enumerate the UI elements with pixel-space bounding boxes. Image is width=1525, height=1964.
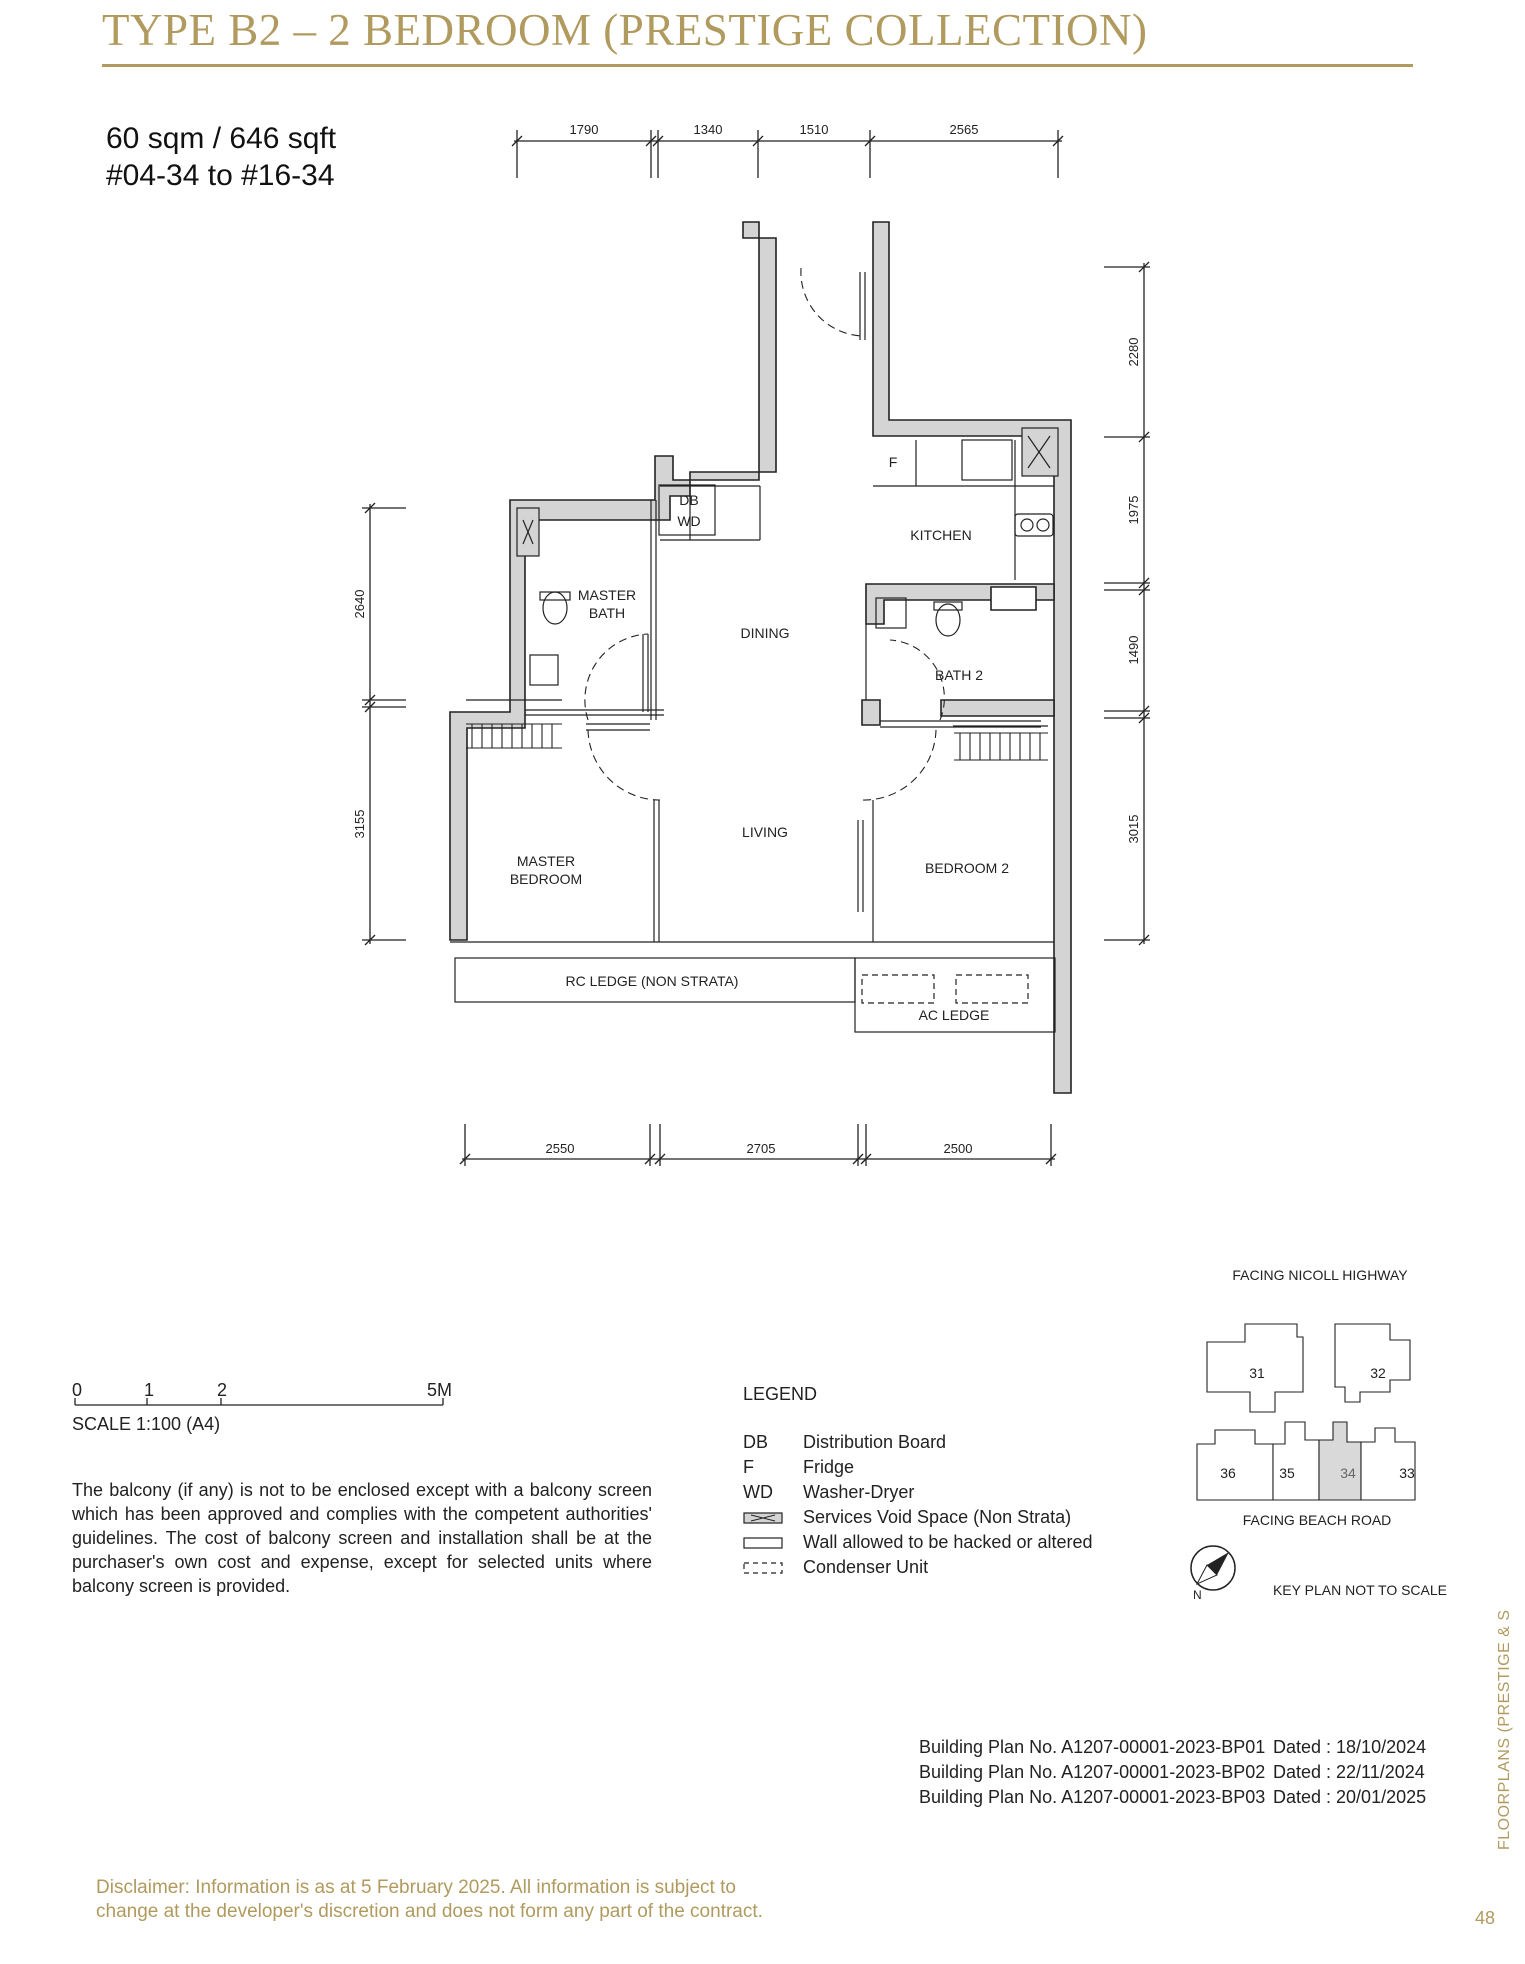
scale-label: SCALE 1:100 (A4) (72, 1414, 221, 1434)
disclaimer (96, 1876, 876, 1924)
legend-item (743, 1555, 1093, 1580)
keyplan-unit-36: 36 (1220, 1465, 1236, 1481)
scale-tick-0: 0 (72, 1380, 83, 1400)
legend-key: WD (743, 1482, 773, 1502)
legend-desc: Washer-Dryer (803, 1482, 915, 1502)
room-master-bedroom-line2: BEDROOM (509, 871, 583, 887)
legend-item (743, 1480, 1093, 1505)
disclaimer-line-1: Disclaimer: Information is as at 5 February 2025. All information is subject to (96, 1877, 736, 1898)
legend-key: F (743, 1457, 754, 1477)
keyplan-unit-33: 33 (1399, 1465, 1415, 1481)
legend-desc: Wall allowed to be hacked or altered (803, 1532, 1093, 1552)
keyplan-top-label: FACING NICOLL HIGHWAY (1232, 1267, 1408, 1283)
room-master-bedroom-line1: MASTER (516, 853, 576, 869)
dim-top-3: 1510 (799, 122, 829, 137)
building-plan-row (919, 1785, 1426, 1810)
room-living: LIVING (742, 824, 788, 840)
building-plan-date: Dated : 20/01/2025 (1273, 1787, 1427, 1807)
wd-label: WD (677, 513, 701, 529)
keyplan-bottom-label: FACING BEACH ROAD (1242, 1512, 1392, 1528)
building-plan-list (919, 1735, 1426, 1810)
svg-text:N: N (1193, 1588, 1202, 1602)
balcony-note: The balcony (if any) is not to be enclosed except with a balcony screen which has been approved and complies with the competent authorities' guidelines. The cost of balcony screen and installation shall be at the purchaser's own cost and expense, except for selected units where balcony screen is provided. (72, 1480, 652, 1596)
services-void-icon (743, 1511, 783, 1525)
legend-desc: Condenser Unit (803, 1557, 929, 1577)
scale-tick-5m: 5M (427, 1380, 452, 1400)
dim-right-1: 2280 (1126, 337, 1141, 367)
building-plan-no: Building Plan No. A1207-00001-2023-BP03 (919, 1787, 1266, 1807)
legend-desc: Services Void Space (Non Strata) (803, 1507, 1072, 1527)
disclaimer-line-2: change at the developer's discretion and does not form any part of the contract. (96, 1901, 763, 1922)
db-label: DB (679, 492, 699, 508)
dim-bottom-2: 2705 (746, 1141, 776, 1156)
legend-item (743, 1530, 1093, 1555)
room-bath-2: BATH 2 (935, 667, 983, 683)
legend-item (743, 1455, 1093, 1480)
keyplan-unit-35: 35 (1279, 1465, 1295, 1481)
room-master-bath-line2: BATH (588, 605, 626, 621)
building-plan-row (919, 1760, 1426, 1785)
hackable-wall-icon (743, 1536, 783, 1550)
key-plan (1185, 1262, 1455, 1612)
top-dimension-lines (512, 130, 1063, 178)
dim-bottom-1: 2550 (545, 1141, 575, 1156)
room-kitchen: KITCHEN (910, 527, 972, 543)
page-title: TYPE B2 – 2 BEDROOM (PRESTIGE COLLECTION) (102, 5, 1148, 55)
side-label-text: FLOORPLANS (PRESTIGE & S (1496, 1609, 1513, 1850)
condenser-unit-icon (743, 1561, 783, 1575)
wardrobe-hatch (466, 724, 1048, 760)
room-master-bath-line1: MASTER (577, 587, 637, 603)
legend-desc: Fridge (803, 1457, 855, 1477)
building-plan-row (919, 1735, 1426, 1760)
left-dimension-lines (362, 503, 406, 945)
scale-tick-2: 2 (217, 1380, 228, 1400)
scale-tick-1: 1 (144, 1380, 155, 1400)
ac-ledge-label: AC LEDGE (918, 1007, 990, 1023)
side-section-label (1496, 1609, 1516, 1850)
wall-outline (450, 222, 1071, 1093)
building-plan-no: Building Plan No. A1207-00001-2023-BP01 (919, 1737, 1266, 1757)
building-plan-no: Building Plan No. A1207-00001-2023-BP02 (919, 1762, 1266, 1782)
dim-top-2: 1340 (693, 122, 723, 137)
legend-key: DB (743, 1432, 769, 1452)
legend-item (743, 1505, 1093, 1530)
fridge-label: F (888, 454, 898, 470)
dim-left-2: 3155 (352, 809, 367, 839)
page-number: 48 (1475, 1908, 1496, 1928)
dim-top-4: 2565 (949, 122, 979, 137)
legend-item (743, 1430, 1093, 1455)
unit-range: #04-34 to #16-34 (106, 159, 335, 192)
legend (743, 1430, 1093, 1580)
rc-ledge-label: RC LEDGE (NON STRATA) (565, 973, 739, 989)
north-arrow-icon (1191, 1546, 1235, 1602)
building-plan-date: Dated : 22/11/2024 (1273, 1762, 1425, 1782)
building-plan-date: Dated : 18/10/2024 (1273, 1737, 1427, 1757)
room-bedroom-2: BEDROOM 2 (924, 860, 1010, 876)
unit-area: 60 sqm / 646 sqft (106, 122, 337, 155)
dim-left-1: 2640 (352, 589, 367, 619)
keyplan-unit-31: 31 (1249, 1365, 1265, 1381)
dim-right-2: 1975 (1126, 495, 1141, 525)
dim-right-4: 3015 (1126, 814, 1141, 844)
keyplan-note: KEY PLAN NOT TO SCALE (1272, 1582, 1448, 1598)
keyplan-unit-32: 32 (1370, 1365, 1386, 1381)
legend-title: LEGEND (743, 1384, 818, 1404)
keyplan-unit-34: 34 (1340, 1465, 1356, 1481)
legend-desc: Distribution Board (803, 1432, 947, 1452)
room-dining: DINING (740, 625, 790, 641)
dim-right-3: 1490 (1126, 635, 1141, 665)
dim-bottom-3: 2500 (943, 1141, 973, 1156)
dim-top-1: 1790 (569, 122, 599, 137)
